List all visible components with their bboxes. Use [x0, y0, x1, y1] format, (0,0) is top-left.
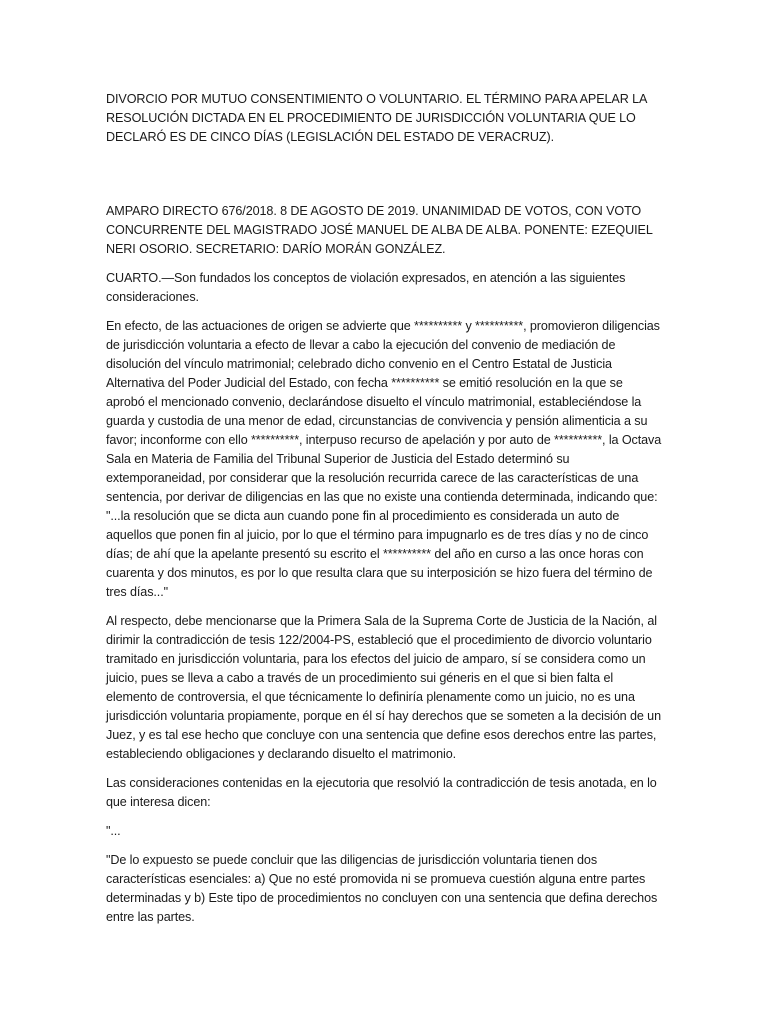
- paragraph-en-efecto: En efecto, de las actuaciones de origen se advierte que ********** y **********, promovieron diligencias de jurisdicción voluntaria a efecto de llevar a cabo la ejecución del convenio de mediación de disolución del vínculo matrimonial; celebrado dicho convenio en el Centro Estatal de Justicia Alternativa del Poder Judicial del Estado, con fecha ********** se emitió resolución en la que se aprobó el mencionado convenio, declarándose disuelto el vínculo matrimonial, estableciéndose la guarda y custodia de una menor de edad, circunstancias de convivencia y pensión alimenticia a su favor; inconforme con ello **********, interpuso recurso de apelación y por auto de **********, la Octava Sala en Materia de Familia del Tribunal Superior de Justicia del Estado determinó su extemporaneidad, por considerar que la resolución recurrida carece de las características de una sentencia, por derivar de diligencias en las que no existe una contienda determinada, indicando que: "...la resolución que se dicta aun cuando pone fin al procedimiento es considerada un auto de aquellos que ponen fin al juicio, por lo que el término para impugnarlo es de tres días y no de cinco días; de ahí que la apelante presentó su escrito el ********** del año en curso a las once horas con cuarenta y dos minutos, es por lo que resulta clara que su interposición se hizo fuera del término de tres días...": [106, 319, 662, 599]
- document-title: DIVORCIO POR MUTUO CONSENTIMIENTO O VOLUNTARIO. EL TÉRMINO PARA APELAR LA RESOLUCIÓN DICTADA EN EL PROCEDIMIENTO DE JURISDICCIÓN VOLUNTARIA QUE LO DECLARÓ ES DE CINCO DÍAS (LEGISLACIÓN DEL ESTADO DE VERACRUZ).: [106, 92, 647, 144]
- paragraph-al-respecto: Al respecto, debe mencionarse que la Primera Sala de la Suprema Corte de Justicia de la Nación, al dirimir la contradicción de tesis 122/2004-PS, estableció que el procedimiento de divorcio voluntario tramitado en jurisdicción voluntaria, para los efectos del juicio de amparo, sí se considera como un juicio, pues se lleva a cabo a través de un procedimiento sui géneris en el que si bien falta el elemento de controversia, el que técnicamente lo definiría plenamente como un juicio, no es una jurisdicción voluntaria propiamente, porque en él sí hay derechos que se someten a la decisión de un Juez, y es tal ese hecho que concluye con una sentencia que define esos derechos entre las partes, estableciendo obligaciones y declarando disuelto el matrimonio.: [106, 614, 661, 761]
- amparo-reference: AMPARO DIRECTO 676/2018. 8 DE AGOSTO DE 2019. UNANIMIDAD DE VOTOS, CON VOTO CONCURRENTE DEL MAGISTRADO JOSÉ MANUEL DE ALBA DE ALBA. PONENTE: EZEQUIEL NERI OSORIO. SECRETARIO: DARÍO MORÁN GONZÁLEZ.: [106, 204, 653, 256]
- paragraph-de-lo-expuesto: "De lo expuesto se puede concluir que las diligencias de jurisdicción voluntaria tienen dos características esenciales: a) Que no esté promovida ni se promueva cuestión alguna entre partes determinadas y b) Este tipo de procedimientos no concluyen con una sentencia que defina derechos entre las partes.: [106, 853, 658, 924]
- paragraph-consideraciones: Las consideraciones contenidas en la ejecutoria que resolvió la contradicción de tesis anotada, en lo que interesa dicen:: [106, 776, 657, 809]
- document-page: [106, 90, 662, 927]
- paragraph-ellipsis: "...: [106, 824, 121, 838]
- paragraph-cuarto: CUARTO.—Son fundados los conceptos de violación expresados, en atención a las siguientes consideraciones.: [106, 271, 626, 304]
